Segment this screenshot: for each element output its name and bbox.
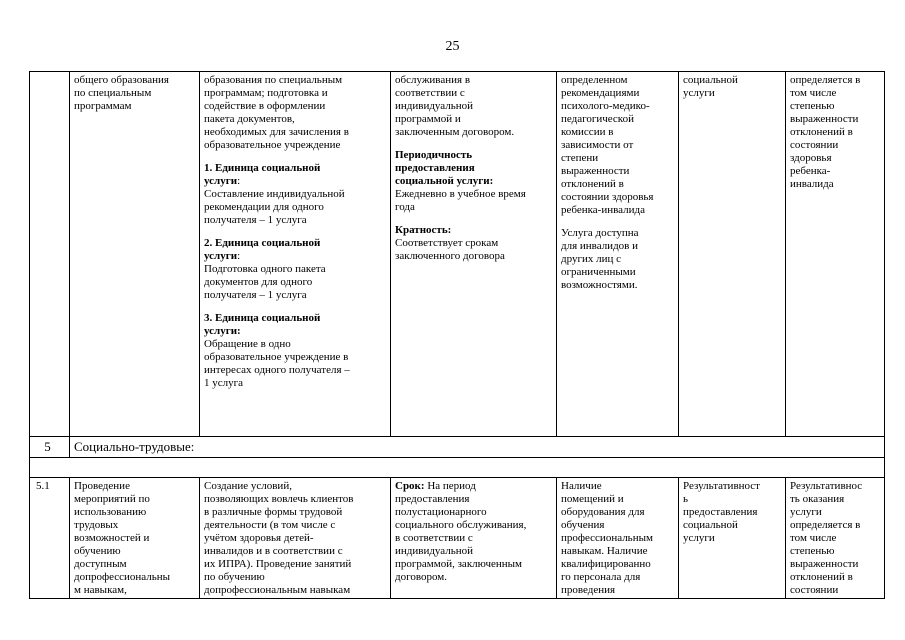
text-line: состоянии bbox=[790, 584, 839, 596]
evaluation-cell bbox=[786, 72, 885, 437]
indicators-text bbox=[683, 74, 781, 100]
text-line: ребенка- bbox=[790, 165, 831, 177]
indicators-cell bbox=[679, 478, 786, 599]
service-name-cell bbox=[70, 478, 200, 599]
text-line: возможностей и bbox=[74, 532, 150, 544]
unit-body-2 bbox=[204, 263, 386, 302]
service-content-cell bbox=[200, 478, 391, 599]
multiplicity-title: Кратность: bbox=[395, 224, 452, 236]
text-line: ь bbox=[683, 493, 689, 505]
evaluation-cell bbox=[786, 478, 885, 599]
evaluation-text bbox=[790, 74, 880, 191]
page-number: 25 bbox=[445, 39, 460, 54]
text-line: отклонений в bbox=[561, 178, 624, 190]
text-line: определенном bbox=[561, 74, 628, 86]
text-line: заключенным договором. bbox=[395, 126, 515, 138]
title-colon: : bbox=[237, 250, 241, 262]
unit-title-2 bbox=[204, 237, 386, 263]
text-line: Подготовка одного пакета bbox=[204, 263, 326, 275]
text-line: для инвалидов и bbox=[561, 240, 638, 252]
title-colon: : bbox=[237, 175, 241, 187]
text-line: 3. Единица социальной bbox=[204, 312, 321, 324]
text-line: социального обслуживания, bbox=[395, 519, 527, 531]
text-line: том числе bbox=[790, 87, 837, 99]
section-number: 5 bbox=[30, 437, 70, 458]
text-line: степенью bbox=[790, 545, 835, 557]
text-line: определяется в bbox=[790, 74, 861, 86]
term-label: Срок: bbox=[395, 480, 425, 492]
text-line: педагогической bbox=[561, 113, 634, 125]
text-line: образовательное учреждение bbox=[204, 139, 341, 151]
text-line: зависимости от bbox=[561, 139, 634, 151]
text-line: услуги bbox=[790, 506, 822, 518]
text-line: программам; подготовка и bbox=[204, 87, 328, 99]
conditions-cell bbox=[557, 478, 679, 599]
text-line: в соответствии с bbox=[395, 532, 473, 544]
text-line: состоянии здоровья bbox=[561, 191, 654, 203]
unit-block-3 bbox=[204, 312, 386, 390]
text-line: соответствии с bbox=[395, 87, 465, 99]
text-line: 1. Единица социальной bbox=[204, 162, 321, 174]
text-line: профессиональным bbox=[561, 532, 653, 544]
text-line: состоянии bbox=[790, 139, 839, 151]
text-line: том числе bbox=[790, 532, 837, 544]
text-line: социальной bbox=[683, 74, 738, 86]
text-line: инвалида bbox=[790, 178, 834, 190]
text-line: индивидуальной bbox=[395, 100, 474, 112]
text-line: Ежедневно в учебное время bbox=[395, 188, 526, 200]
text-line: документов для одного bbox=[204, 276, 313, 288]
text-line: получателя – 1 услуга bbox=[204, 214, 307, 226]
accessibility-text bbox=[561, 227, 674, 292]
service-content-text bbox=[204, 480, 386, 597]
text-line: Создание условий, bbox=[204, 480, 292, 492]
text-line: 2. Единица социальной bbox=[204, 237, 321, 249]
text-line: выраженности bbox=[790, 558, 859, 570]
text-line: их ИПРА). Проведение занятий bbox=[204, 558, 352, 570]
text-line: образования по специальным bbox=[204, 74, 343, 86]
text-line: степени bbox=[561, 152, 599, 164]
service-name-text bbox=[74, 480, 195, 597]
text-line: рекомендации для одного bbox=[204, 201, 324, 213]
text-line: психолого-медико- bbox=[561, 100, 650, 112]
services-table bbox=[29, 71, 885, 599]
text-line: отклонений в bbox=[790, 126, 853, 138]
periodicity-body bbox=[395, 188, 552, 214]
text-line: допрофессиональным навыкам bbox=[204, 584, 351, 596]
indicators-cell bbox=[679, 72, 786, 437]
text-line: обучения bbox=[561, 519, 605, 531]
unit-title-3 bbox=[204, 312, 386, 338]
text-line: Результативност bbox=[683, 480, 760, 492]
indicators-text bbox=[683, 480, 781, 545]
text-line: комиссии в bbox=[561, 126, 614, 138]
text-line: по специальным bbox=[74, 87, 152, 99]
text-line: социальной услуги: bbox=[395, 175, 494, 187]
service-content-cell bbox=[200, 72, 391, 437]
text-line: отклонений в bbox=[790, 571, 853, 583]
text-line: Услуга доступна bbox=[561, 227, 639, 239]
text-line: полустационарного bbox=[395, 506, 487, 518]
text-line: договором. bbox=[395, 571, 447, 583]
text-line: обучению bbox=[74, 545, 121, 557]
text-line: услуги: bbox=[204, 250, 241, 262]
text-line: м навыкам, bbox=[74, 584, 127, 596]
text-line: предоставления bbox=[395, 162, 475, 174]
text-line: Проведение bbox=[74, 480, 130, 492]
line-list bbox=[74, 74, 195, 113]
text-line: предоставления bbox=[395, 493, 470, 505]
text-line: проведения bbox=[561, 584, 616, 596]
text-line: помещений и bbox=[561, 493, 624, 505]
evaluation-text bbox=[790, 480, 880, 597]
text-line: интересах одного получателя – bbox=[204, 364, 350, 376]
conditions-text bbox=[561, 480, 674, 597]
text-line: здоровья bbox=[790, 152, 832, 164]
terms-intro bbox=[395, 74, 552, 139]
text-line: года bbox=[395, 201, 415, 213]
text-line: доступным bbox=[74, 558, 127, 570]
term-first-text: На период bbox=[424, 480, 476, 492]
text-line: услуги: bbox=[204, 325, 241, 337]
text-line: инвалидов и в соответствии с bbox=[204, 545, 343, 557]
text-line: услуги bbox=[683, 87, 715, 99]
conditions-cell bbox=[557, 72, 679, 437]
multiplicity-body bbox=[395, 237, 552, 263]
service-terms-cell bbox=[391, 72, 557, 437]
spacer-row bbox=[30, 458, 885, 478]
text-line: Обращение в одно bbox=[204, 338, 291, 350]
text-line: 1 услуга bbox=[204, 377, 244, 389]
term-first-line bbox=[395, 480, 552, 493]
text-line: образовательное учреждение в bbox=[204, 351, 349, 363]
text-line: заключенного договора bbox=[395, 250, 505, 262]
row-number-cell bbox=[30, 72, 70, 437]
text-line: квалифицированно bbox=[561, 558, 651, 570]
unit-block-2 bbox=[204, 237, 386, 302]
text-line: социальной bbox=[683, 519, 738, 531]
text-line: пакета документов, bbox=[204, 113, 295, 125]
text-line: ограниченными bbox=[561, 266, 636, 278]
text-line: предоставления bbox=[683, 506, 758, 518]
text-line: го персонала для bbox=[561, 571, 641, 583]
unit-body-3 bbox=[204, 338, 386, 390]
text-line: Соответствует срокам bbox=[395, 237, 499, 249]
unit-body-1 bbox=[204, 188, 386, 227]
spacer-cell bbox=[30, 458, 885, 478]
text-line: общего образования bbox=[74, 74, 169, 86]
text-line: в различные формы трудовой bbox=[204, 506, 343, 518]
text-line: трудовых bbox=[74, 519, 119, 531]
text-line: услуги: bbox=[204, 175, 241, 187]
text-line: ть оказания bbox=[790, 493, 845, 505]
text-line: содействие в оформлении bbox=[204, 100, 326, 112]
term-rest-text bbox=[395, 493, 552, 584]
unit-title-1 bbox=[204, 162, 386, 188]
text-line: мероприятий по bbox=[74, 493, 150, 505]
service-terms-cell bbox=[391, 478, 557, 599]
text-line: Составление индивидуальной bbox=[204, 188, 345, 200]
text-line: навыкам. Наличие bbox=[561, 545, 648, 557]
text-line: обслуживания в bbox=[395, 74, 471, 86]
text-line: оборудования для bbox=[561, 506, 645, 518]
row-number-cell: 5.1 bbox=[30, 478, 70, 599]
table-row-continuation bbox=[30, 72, 885, 437]
text-line: допрофессиональны bbox=[74, 571, 171, 583]
text-line: рекомендациями bbox=[561, 87, 640, 99]
text-line: программой, заключенным bbox=[395, 558, 522, 570]
table-row-5-1 bbox=[30, 478, 885, 599]
text-line: индивидуальной bbox=[395, 545, 474, 557]
text-line: необходимых для зачисления в bbox=[204, 126, 349, 138]
content-intro bbox=[204, 74, 386, 152]
unit-block-1 bbox=[204, 162, 386, 227]
text-line: по обучению bbox=[204, 571, 265, 583]
section-row bbox=[30, 437, 885, 458]
text-line: учётом здоровья детей- bbox=[204, 532, 314, 544]
service-name-cell bbox=[70, 72, 200, 437]
text-line: Наличие bbox=[561, 480, 602, 492]
text-line: использованию bbox=[74, 506, 147, 518]
text-line: позволяющих вовлечь клиентов bbox=[204, 493, 354, 505]
text-line: степенью bbox=[790, 100, 835, 112]
text-line: возможностями. bbox=[561, 279, 638, 291]
conditions-text bbox=[561, 74, 674, 217]
section-title: Социально-трудовые: bbox=[70, 437, 885, 458]
text-line: деятельности (в том числе с bbox=[204, 519, 336, 531]
text-line: ребенка-инвалида bbox=[561, 204, 645, 216]
text-line: выраженности bbox=[790, 113, 859, 125]
text-line: определяется в bbox=[790, 519, 861, 531]
text-line: Периодичность bbox=[395, 149, 473, 161]
text-line: получателя – 1 услуга bbox=[204, 289, 307, 301]
text-line: других лиц с bbox=[561, 253, 621, 265]
text-line: услуги bbox=[683, 532, 715, 544]
periodicity-title bbox=[395, 149, 552, 188]
text-line: Результативнос bbox=[790, 480, 863, 492]
text-line: выраженности bbox=[561, 165, 630, 177]
text-line: программой и bbox=[395, 113, 461, 125]
text-line: программам bbox=[74, 100, 132, 112]
